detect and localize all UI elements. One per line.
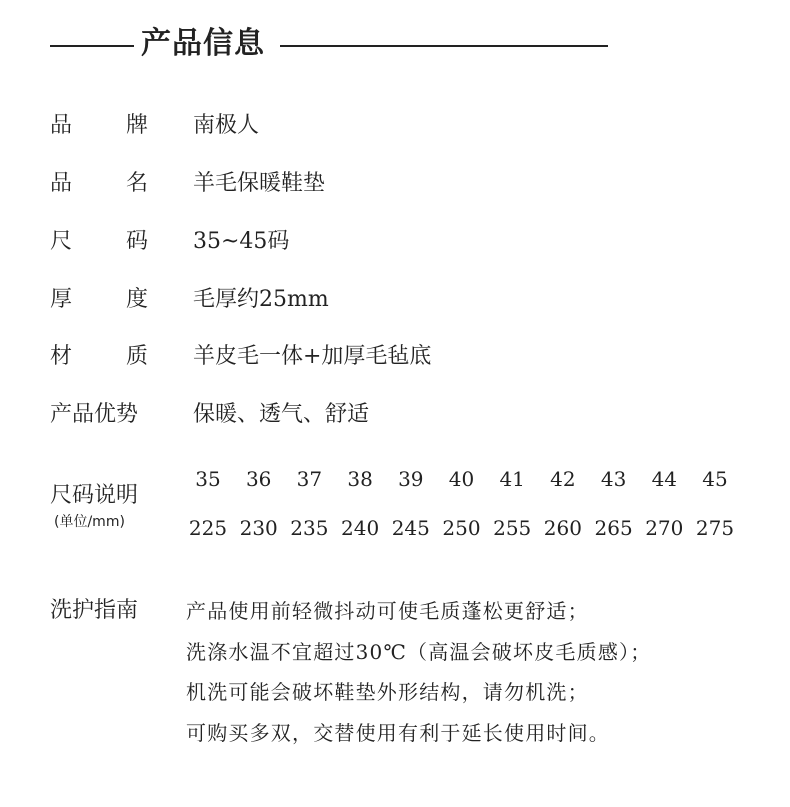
label-char: 厚 — [50, 287, 73, 312]
label-char: 度 — [125, 287, 148, 312]
info-value-thickness: 毛厚约25mm — [193, 287, 329, 312]
care-line: 可购买多双，交替使用有利于延长使用时间。 — [186, 721, 610, 745]
page-title: 产品信息 — [141, 26, 265, 61]
label-text — [50, 285, 148, 315]
info-label-name — [50, 169, 148, 199]
length-value: 235 — [290, 516, 329, 540]
size-chart-label: 尺码说明 — [50, 483, 139, 508]
length-value: 275 — [695, 516, 735, 540]
care-line: 洗涤水温不宜超过30℃（高温会破坏皮毛质感）； — [186, 640, 652, 664]
size-value: 40 — [448, 467, 475, 491]
info-value-material: 羊皮毛一体+加厚毛毡底 — [193, 344, 432, 369]
size-value: 44 — [651, 467, 678, 491]
info-value-name: 羊毛保暖鞋垫 — [193, 171, 326, 196]
label-char: 尺 — [50, 229, 73, 254]
label-text — [50, 227, 148, 257]
care-line: 产品使用前轻微抖动可使毛质蓬松更舒适； — [186, 599, 589, 623]
length-value: 255 — [493, 516, 532, 540]
info-label-advantages: 产品优势 — [50, 402, 139, 427]
label-char: 品 — [50, 171, 73, 196]
title-rule-right — [280, 45, 608, 47]
size-value: 43 — [600, 467, 627, 491]
size-value: 39 — [398, 467, 424, 491]
info-label-material — [50, 342, 148, 372]
length-value: 250 — [442, 516, 481, 540]
label-char: 名 — [125, 171, 148, 196]
length-value: 245 — [391, 516, 430, 540]
size-value: 35 — [195, 467, 221, 491]
info-value-brand: 南极人 — [193, 113, 260, 138]
label-char: 材 — [50, 344, 73, 369]
info-label-brand — [50, 111, 148, 141]
size-value: 37 — [296, 467, 323, 491]
label-char: 质 — [125, 344, 148, 369]
length-value: 265 — [594, 516, 633, 540]
label-text — [50, 111, 148, 141]
length-value: 240 — [341, 516, 380, 540]
length-value: 225 — [188, 516, 228, 540]
label-text — [50, 169, 148, 199]
info-label-size — [50, 227, 148, 257]
info-value-advantages: 保暖、透气、舒适 — [193, 402, 370, 427]
size-value: 41 — [499, 467, 525, 491]
length-value: 230 — [239, 516, 278, 540]
size-value: 45 — [702, 467, 728, 491]
info-value-size: 35~45码 — [193, 229, 290, 254]
care-line: 机洗可能会破坏鞋垫外形结构，请勿机洗； — [186, 680, 589, 704]
size-value: 36 — [245, 467, 272, 491]
label-char: 牌 — [125, 113, 148, 138]
length-value: 270 — [645, 516, 684, 540]
care-guide-label: 洗护指南 — [50, 598, 139, 623]
label-char: 码 — [125, 229, 148, 254]
length-value: 260 — [543, 516, 582, 540]
size-chart-unit: (单位/mm) — [54, 514, 125, 530]
size-value: 42 — [550, 467, 576, 491]
size-value: 38 — [347, 467, 373, 491]
title-rule-left — [50, 45, 134, 47]
label-char: 品 — [50, 113, 73, 138]
info-label-thickness — [50, 285, 148, 315]
label-text — [50, 342, 148, 372]
